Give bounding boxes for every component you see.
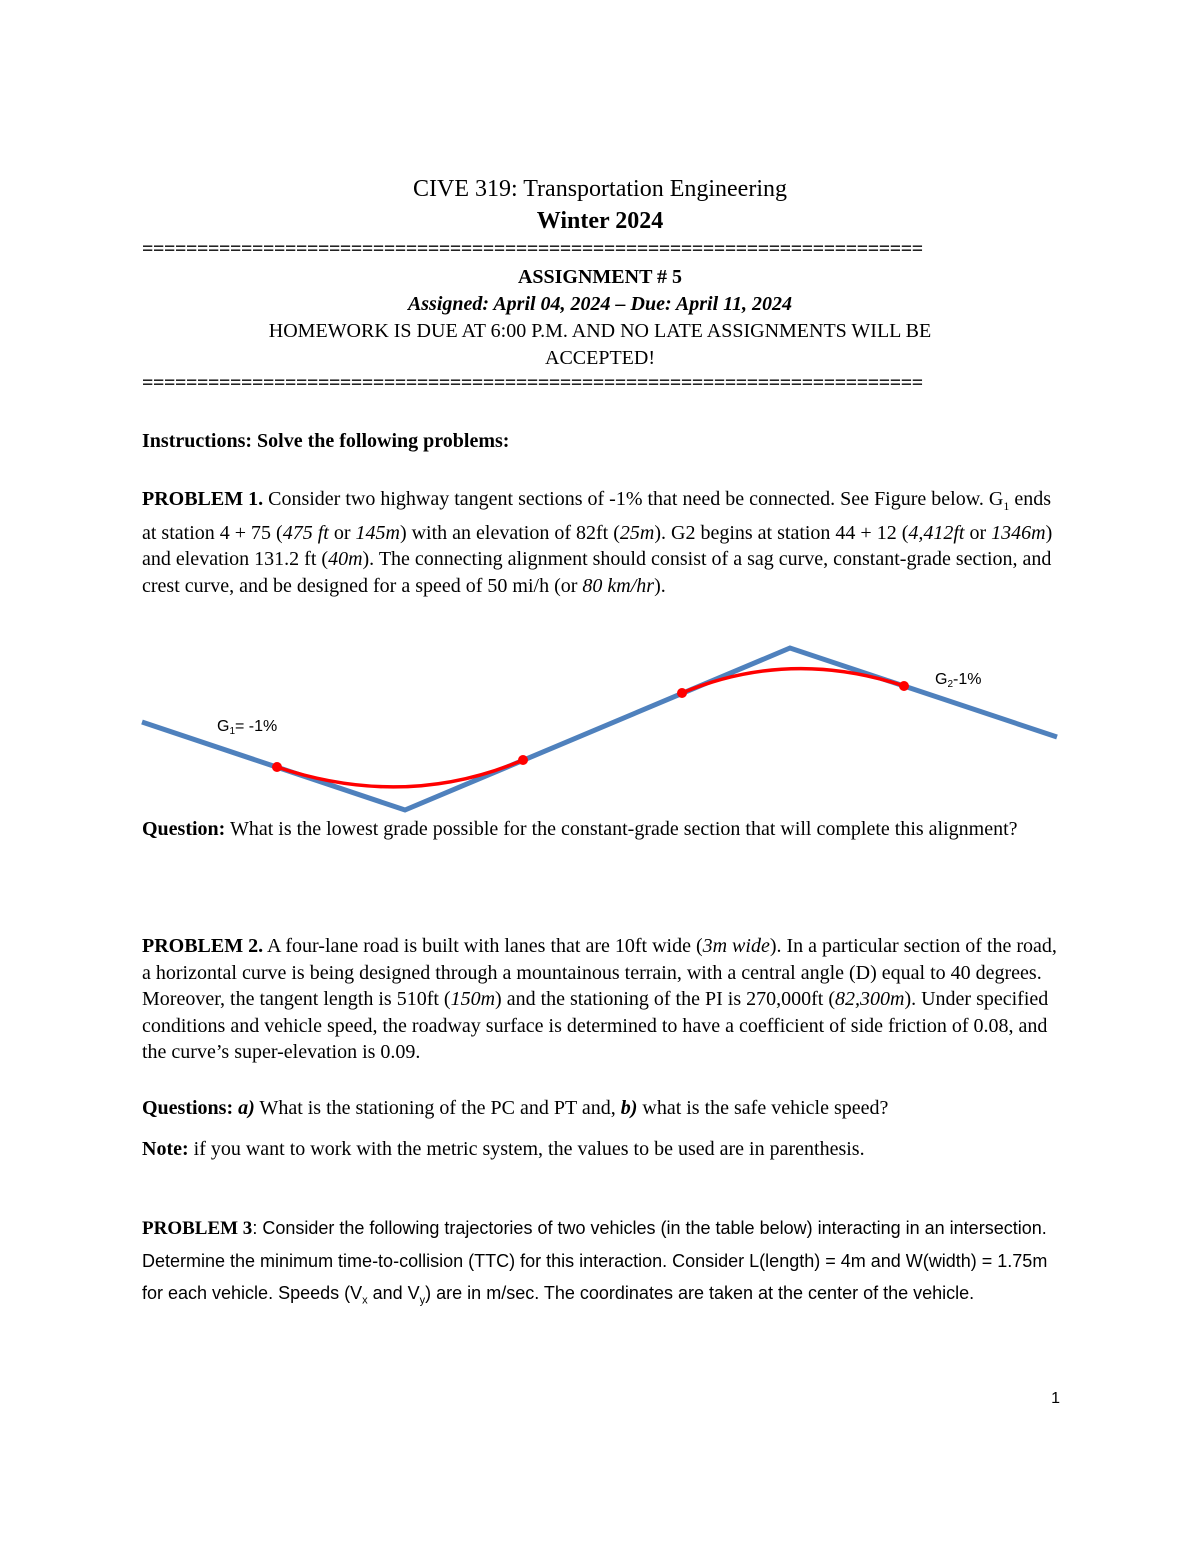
problem-2-note: Note: if you want to work with the metric system, the values to be used are in parenthesis. [142, 1138, 865, 1160]
problem-3-text: PROBLEM 3: Consider the following trajectories of two vehicles (in the table below) interacting in an intersection. Determine the minimum time-to-collision (TTC) for this interaction. Consider L(length) = 4m and W(width) = 1.75m for each vehicle. Speeds ($V_x$ and $V_y$) are in m/sec. The coordinates are taken at the center of the vehicle. [142, 1218, 1048, 1307]
assignment-title: ASSIGNMENT # 5 [517, 266, 683, 288]
tangent-grades-line [142, 648, 1057, 810]
instructions-heading: Instructions: Solve the following problems: [142, 430, 510, 452]
crest-start-point [677, 688, 687, 698]
questions-label: Questions: [142, 1097, 234, 1119]
sag-end-point [518, 755, 528, 765]
page-number: 1 [1051, 1390, 1060, 1407]
problem-2-label: PROBLEM 2. [142, 935, 264, 957]
assignment-dates: Assigned: April 04, 2024 – Due: April 11, 2024 [407, 293, 793, 315]
g2-label: G2-1% [935, 671, 982, 690]
problem-1-question: Question: What is the lowest grade possible for the constant-grade section that will complete this alignment? [142, 818, 1018, 840]
sag-curve [277, 760, 523, 787]
separator-top: ======================================================================= [142, 238, 923, 260]
course-title: CIVE 319: Transportation Engineering [413, 176, 787, 202]
problem-2-questions: Questions: a) What is the stationing of the PC and PT and, b) what is the safe vehicle speed? [142, 1097, 889, 1119]
problem-2-text: PROBLEM 2. A four-lane road is built with lanes that are 10ft wide (3m wide). In a particular section of the road, a horizontal curve is being designed through a mountainous terrain, with a central angle (D) equal to 40 degrees. Moreover, the tangent length is 510ft (150m) and the stationing of the PI is 270,000ft (82,300m). Under specified conditions and vehicle speed, the roadway surface is determined to have a coefficient of side friction of 0.08, and the curve’s super-elevation is 0.09. [142, 935, 1057, 1063]
note-label: Note: [142, 1138, 189, 1160]
crest-curve [682, 669, 904, 693]
term-title: Winter 2024 [536, 208, 664, 234]
due-notice-line2: ACCEPTED! [545, 347, 655, 369]
alignment-figure [0, 630, 1200, 830]
question-label: Question: [142, 818, 226, 840]
problem-1-label: PROBLEM 1. [142, 488, 264, 510]
due-notice-line1: HOMEWORK IS DUE AT 6:00 P.M. AND NO LATE ASSIGNMENTS WILL BE [268, 320, 932, 342]
problem-3-label: PROBLEM 3 [142, 1218, 253, 1239]
problem-1-text: PROBLEM 1. Consider two highway tangent sections of -1% that need be connected. See Figure below. $G_1$ ends at station 4 + 75 (475 ft or 145m) with an elevation of 82ft (25m). G2 begins at station 44 + 12 (4,412ft or 1346m) and elevation 131.2 ft (40m). The connecting alignment should consist of a sag curve, constant-grade section, and crest curve, and be designed for a speed of 50 mi/h (or 80 km/hr). [142, 488, 1053, 597]
separator-bottom: ======================================================================= [142, 372, 923, 394]
sag-start-point [272, 762, 282, 772]
crest-end-point [899, 681, 909, 691]
g1-label: G1= -1% [217, 718, 278, 737]
